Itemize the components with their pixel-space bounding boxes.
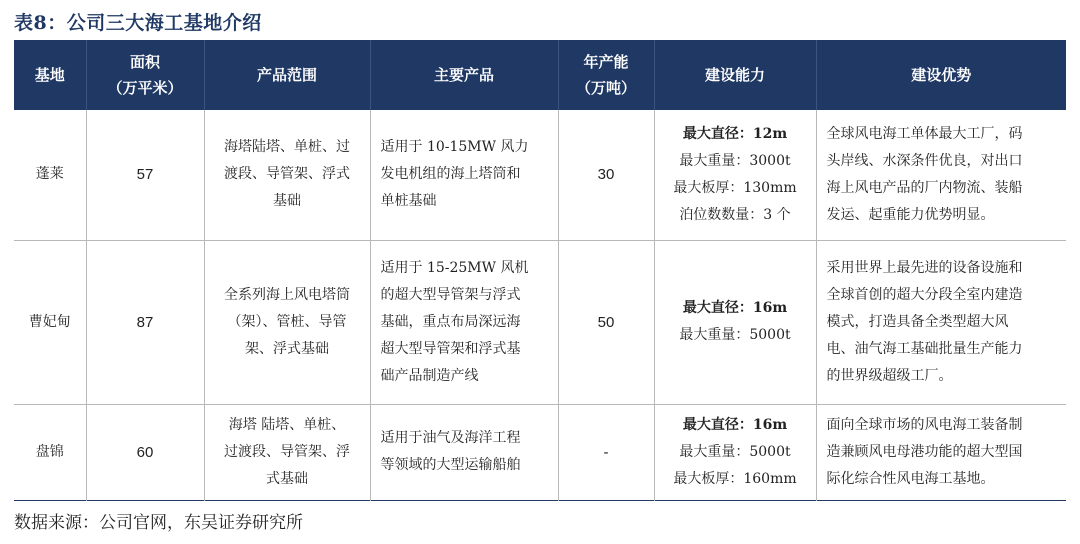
cell-capacity: - <box>558 404 654 500</box>
cell-advantage: 面向全球市场的风电海工装备制 造兼顾风电母港功能的超大型国 际化综合性风电海工基地。 <box>826 416 1023 487</box>
header-area: 面积 （万平米） <box>86 40 204 110</box>
cell-area: 60 <box>86 404 204 500</box>
header-base: 基地 <box>14 40 86 110</box>
header-products: 主要产品 <box>370 40 558 110</box>
table-row <box>14 404 1066 500</box>
cell-base: 蓬莱 <box>14 110 86 240</box>
cell-capacity: 30 <box>558 110 654 240</box>
cell-area: 87 <box>86 240 204 404</box>
header-capacity: 年产能 （万吨） <box>558 40 654 110</box>
cell-base: 曹妃甸 <box>14 240 86 404</box>
cell-products: 适用于油气及海洋工程 等领域的大型运输船舶 <box>370 404 558 500</box>
table-title: 表8：公司三大海工基地介绍 <box>14 12 262 34</box>
cell-scope: 海塔陆塔、单桩、过 渡段、导管架、浮式 基础 <box>204 110 370 240</box>
cell-ability: 最大直径：12m 最大重量：3000t 最大板厚：130mm 泊位数数量：3 个 <box>654 110 816 240</box>
cell-products: 适用于 15-25MW 风机 的超大型导管架与浮式 基础，重点布局深远海 超大型导管架和浮式基 础产品制造产线 <box>370 240 558 404</box>
cell-scope: 全系列海上风电塔筒 （架）、管桩、导管 架、浮式基础 <box>204 240 370 404</box>
header-ability: 建设能力 <box>654 40 816 110</box>
cell-products: 适用于 10-15MW 风力 发电机组的海上塔筒和 单桩基础 <box>370 110 558 240</box>
header-row <box>14 40 1066 110</box>
cell-advantage: 全球风电海工单体最大工厂，码 头岸线、水深条件优良，对出口 海上风电产品的厂内物流、装船 发运、起重能力优势明显。 <box>826 125 1023 223</box>
cell-ability: 最大直径：16m 最大重量：5000t <box>654 240 816 404</box>
header-scope: 产品范围 <box>204 40 370 110</box>
header-advantage: 建设优势 <box>816 40 1066 110</box>
cell-area: 57 <box>86 110 204 240</box>
data-source-note: 数据来源：公司官网，东吴证券研究所 <box>14 513 303 533</box>
cell-scope: 海塔 陆塔、单桩、 过渡段、导管架、浮 式基础 <box>204 404 370 500</box>
cell-capacity: 50 <box>558 240 654 404</box>
cell-base: 盘锦 <box>14 404 86 500</box>
bases-table <box>14 40 1066 501</box>
cell-ability: 最大直径：16m 最大重量：5000t 最大板厚：160mm <box>654 404 816 500</box>
table-row <box>14 240 1066 404</box>
table-row <box>14 110 1066 240</box>
cell-advantage: 采用世界上最先进的设备设施和 全球首创的超大分段全室内建造 模式，打造具备全类型超大风 电、油气海工基础批量生产能力 的世界级超级工厂。 <box>826 259 1023 384</box>
